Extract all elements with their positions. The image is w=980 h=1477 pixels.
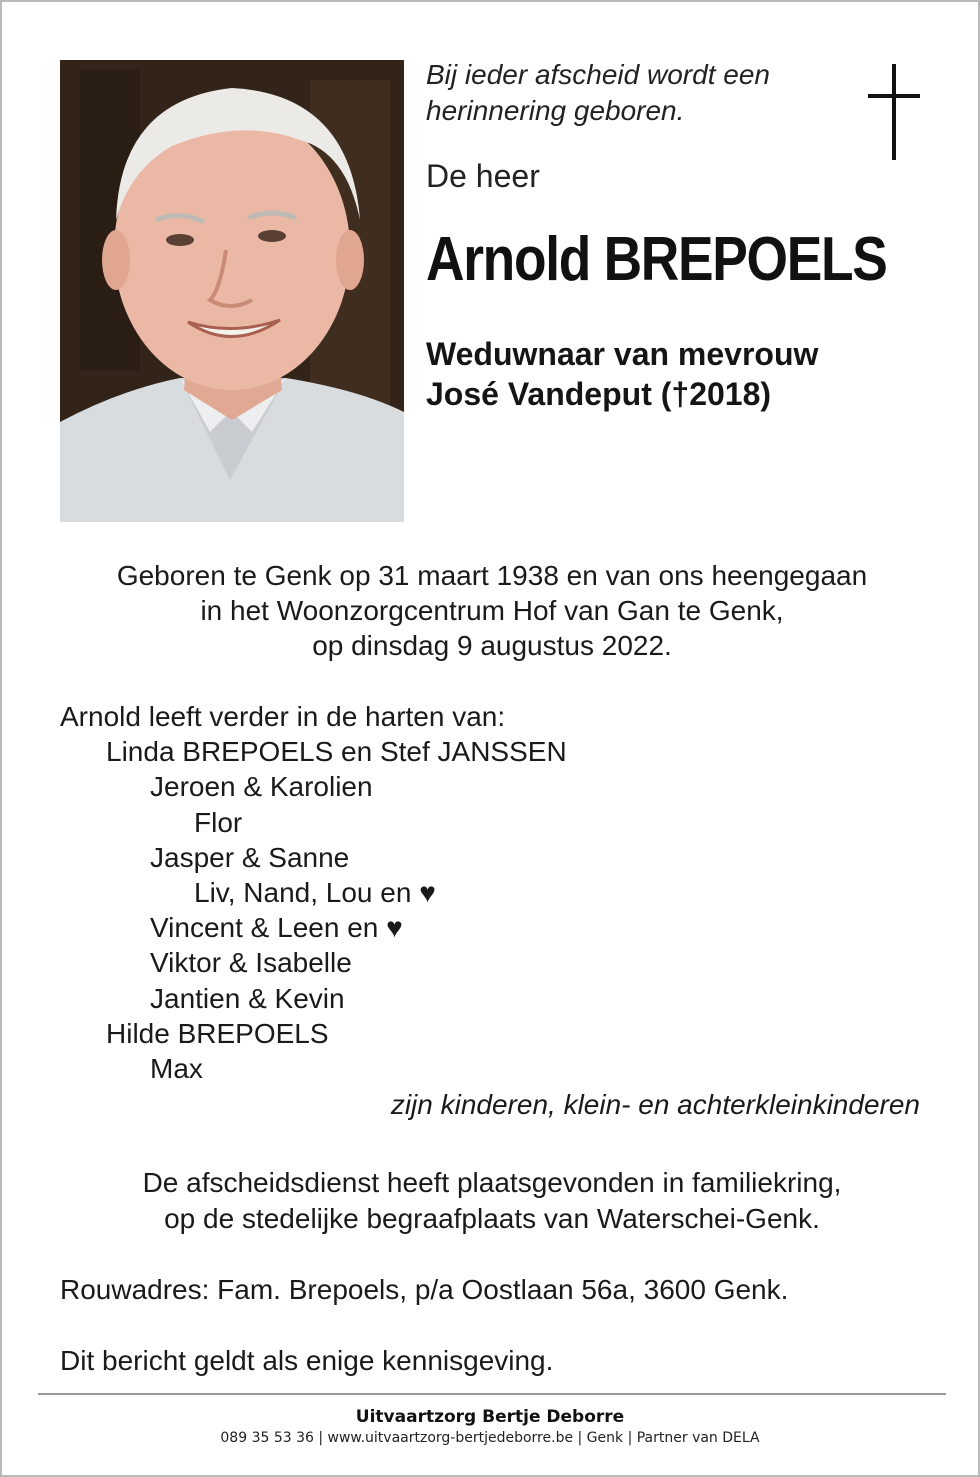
birth-death-info: [42, 558, 942, 663]
mourning-address: Rouwadres: Fam. Brepoels, p/a Oostlaan 56a, 3600 Genk.: [60, 1274, 789, 1305]
ceremony-line-2: op de stedelijke begraafplaats van Waterschei-Genk.: [164, 1203, 820, 1234]
deceased-name: Arnold BREPOELS: [426, 225, 887, 294]
survivors-intro: Arnold leeft verder in de harten van:: [60, 701, 506, 732]
ceremony-info: [42, 1165, 942, 1237]
list-item: Vincent & Leen en ♥: [150, 912, 403, 944]
list-item: Liv, Nand, Lou en ♥: [194, 877, 436, 909]
notice-text: Dit bericht geldt als enige kennisgeving.: [60, 1345, 554, 1376]
list-item: Linda BREPOELS en Stef JANSSEN: [106, 736, 567, 768]
title-prefix: De heer: [426, 158, 540, 194]
widowed-line-2: José Vandeput (†2018): [426, 376, 772, 412]
survivors-list: [60, 699, 930, 1086]
list-item: Flor: [194, 806, 243, 838]
birth-line-1: Geboren te Genk op 31 maart 1938 en van ons heengegaan: [116, 560, 868, 591]
ceremony-line-1: De afscheidsdienst heeft plaatsgevonden in familiekring,: [142, 1167, 842, 1198]
cross-icon: [864, 64, 924, 169]
birth-line-2: in het Woonzorgcentrum Hof van Gan te Genk,: [200, 595, 784, 626]
quote-line-2: herinnering geboren.: [426, 95, 685, 126]
funeral-home-contact: 089 35 53 36 | www.uitvaartzorg-bertjedeborre.be | Genk | Partner van DELA: [220, 1430, 760, 1446]
list-item: Jeroen & Karolien: [150, 771, 373, 803]
widowed-line-1: Weduwnaar van mevrouw: [426, 336, 819, 372]
list-item: Max: [150, 1053, 203, 1085]
portrait-photo: [60, 60, 404, 522]
list-item: Viktor & Isabelle: [150, 947, 352, 979]
list-item: Hilde BREPOELS: [106, 1017, 329, 1049]
funeral-home-name: Uitvaartzorg Bertje Deborre: [355, 1407, 625, 1427]
widowed-of: [426, 334, 818, 414]
birth-line-3: op dinsdag 9 augustus 2022.: [312, 630, 672, 661]
quote-line-1: Bij ieder afscheid wordt een: [426, 59, 770, 90]
list-item: Jasper & Sanne: [150, 841, 350, 873]
footer-divider: [38, 1393, 946, 1395]
relation-caption: zijn kinderen, klein- en achterkleinkinderen: [390, 1089, 920, 1120]
memorial-quote: [426, 57, 846, 129]
list-item: Jantien & Kevin: [150, 982, 345, 1014]
portrait-illustration: [60, 60, 404, 522]
